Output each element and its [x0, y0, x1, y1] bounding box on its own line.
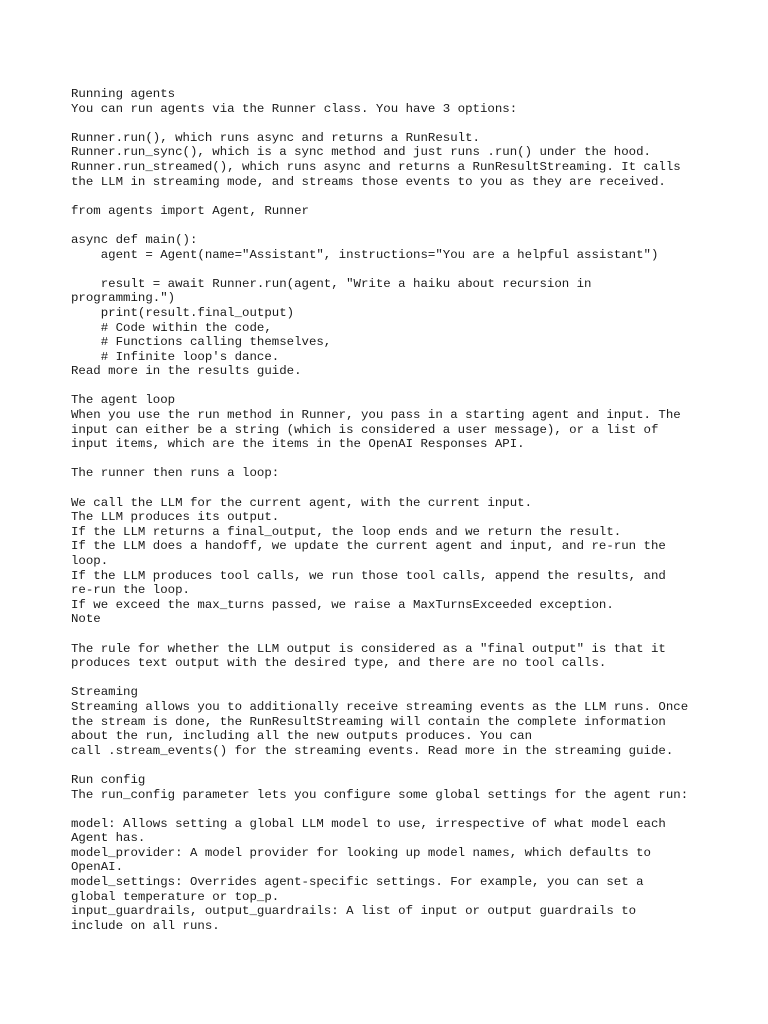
- blank-line: [71, 802, 711, 817]
- text-line: agent = Agent(name="Assistant", instructions="You are a helpful assistant"): [71, 247, 659, 262]
- text-line: result = await Runner.run(agent, "Write a haiku about recursion in: [71, 276, 592, 291]
- text-line: input can either be a string (which is considered a user message), or a list of: [71, 422, 659, 437]
- text-line: Note: [71, 612, 101, 627]
- blank-line: [71, 627, 711, 642]
- text-line: # Code within the code,: [71, 320, 272, 335]
- text-line: model: Allows setting a global LLM model to use, irrespective of what model each: [71, 816, 666, 831]
- text-line: If the LLM returns a final_output, the loop ends and we return the result.: [71, 524, 622, 539]
- text-line: We call the LLM for the current agent, with the current input.: [71, 495, 533, 510]
- text-line: Streaming allows you to additionally receive streaming events as the LLM runs. Once: [71, 699, 689, 714]
- blank-line: [71, 116, 711, 131]
- text-line: print(result.final_output): [71, 305, 295, 320]
- text-line: The rule for whether the LLM output is considered as a "final output" is that it: [71, 641, 666, 656]
- text-line: the stream is done, the RunResultStreaming will contain the complete information: [71, 714, 666, 729]
- text-line: from agents import Agent, Runner: [71, 203, 309, 218]
- text-line: Runner.run_streamed(), which runs async and returns a RunResultStreaming. It calls: [71, 159, 681, 174]
- text-line: about the run, including all the new outputs produces. You can: [71, 729, 533, 744]
- text-line: The LLM produces its output.: [71, 510, 280, 525]
- text-line: OpenAI.: [71, 860, 124, 875]
- text-line: Streaming: [71, 685, 138, 700]
- blank-line: [71, 218, 711, 233]
- text-line: If we exceed the max_turns passed, we raise a MaxTurnsExceeded exception.: [71, 597, 614, 612]
- text-line: Agent has.: [71, 831, 146, 846]
- blank-line: [71, 758, 711, 773]
- text-line: If the LLM does a handoff, we update the current agent and input, and re-run the: [71, 539, 666, 554]
- document-body: [71, 87, 711, 933]
- text-line: input_guardrails, output_guardrails: A list of input or output guardrails to: [71, 904, 637, 919]
- text-line: When you use the run method in Runner, you pass in a starting agent and input. The: [71, 408, 681, 423]
- text-line: Runner.run(), which runs async and returns a RunResult.: [71, 130, 480, 145]
- text-line: re-run the loop.: [71, 583, 190, 598]
- text-line: async def main():: [71, 232, 198, 247]
- blank-line: [71, 671, 711, 686]
- text-line: model_provider: A model provider for looking up model names, which defaults to: [71, 845, 651, 860]
- text-line: the LLM in streaming mode, and streams those events to you as they are received.: [71, 174, 666, 189]
- blank-line: [71, 262, 711, 277]
- text-line: # Functions calling themselves,: [71, 335, 332, 350]
- text-line: The agent loop: [71, 393, 176, 408]
- text-line: model_settings: Overrides agent-specific settings. For example, you can set a: [71, 875, 644, 890]
- blank-line: [71, 379, 711, 394]
- text-line: produces text output with the desired type, and there are no tool calls.: [71, 656, 607, 671]
- text-line: loop.: [71, 554, 109, 568]
- text-line: input items, which are the items in the OpenAI Responses API.: [71, 437, 525, 452]
- text-line: You can run agents via the Runner class. You have 3 options:: [71, 101, 518, 116]
- text-line: include on all runs.: [71, 918, 220, 933]
- blank-line: [71, 452, 711, 467]
- blank-line: [71, 481, 711, 496]
- text-line: programming."): [71, 291, 176, 306]
- text-line: Runner.run_sync(), which is a sync method and just runs .run() under the hood.: [71, 145, 651, 160]
- text-line: If the LLM produces tool calls, we run those tool calls, append the results, and: [71, 568, 666, 583]
- text-line: Run config: [71, 772, 146, 787]
- text-line: Read more in the results guide.: [71, 364, 302, 379]
- text-line: The runner then runs a loop:: [71, 466, 280, 481]
- text-line: Running agents: [71, 87, 176, 101]
- text-line: The run_config parameter lets you configure some global settings for the agent run:: [71, 787, 689, 802]
- text-line: call .stream_events() for the streaming events. Read more in the streaming guide.: [71, 743, 674, 758]
- blank-line: [71, 189, 711, 204]
- text-line: global temperature or top_p.: [71, 889, 280, 904]
- text-line: # Infinite loop's dance.: [71, 349, 280, 364]
